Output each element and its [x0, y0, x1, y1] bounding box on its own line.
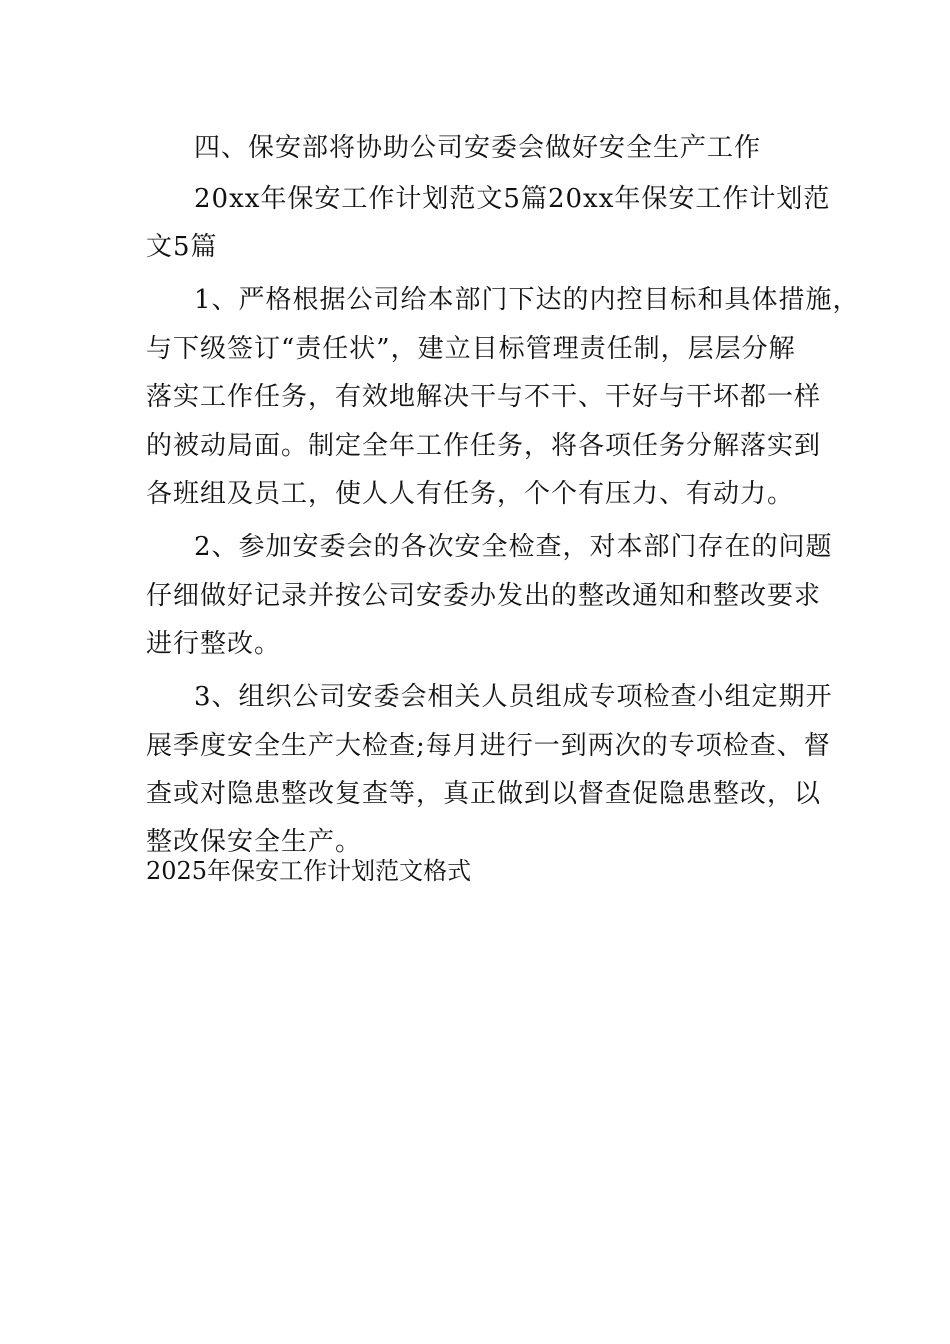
- paragraph-line: 2、参加安委会的各次安全检查，对本部门存在的问题: [194, 532, 833, 562]
- footer-title: 2025年保安工作计划范文格式: [146, 857, 472, 885]
- title-line: 20xx年保安工作计划范文5篇20xx年保安工作计划范: [194, 184, 831, 214]
- paragraph-line: 3、组织公司安委会相关人员组成专项检查小组定期开: [194, 682, 833, 712]
- paragraph-line: 进行整改。: [146, 629, 282, 659]
- paragraph-line: 整改保安全生产。: [146, 827, 363, 857]
- title-line: 文5篇: [146, 232, 218, 262]
- paragraph-line: 查或对隐患整改复查等，真正做到以督查促隐患整改，以: [146, 779, 822, 809]
- paragraph-line: 展季度安全生产大检查;每月进行一到两次的专项检查、督: [146, 731, 831, 761]
- paragraph-line: 落实工作任务，有效地解决干与不干、干好与干坏都一样: [146, 382, 822, 412]
- section-heading: 四、保安部将协助公司安委会做好安全生产工作: [194, 133, 762, 163]
- paragraph-line: 各班组及员工，使人人有任务，个个有压力、有动力。: [146, 479, 795, 509]
- paragraph-line: 仔细做好记录并按公司安委办发出的整改通知和整改要求: [146, 581, 822, 611]
- paragraph-line: 1、严格根据公司给本部门下达的内控目标和具体措施，: [194, 285, 860, 315]
- paragraph-line: 的被动局面。制定全年工作任务，将各项任务分解落实到: [146, 431, 822, 461]
- paragraph-line: 与下级签订“责任状”，建立目标管理责任制，层层分解: [146, 334, 796, 364]
